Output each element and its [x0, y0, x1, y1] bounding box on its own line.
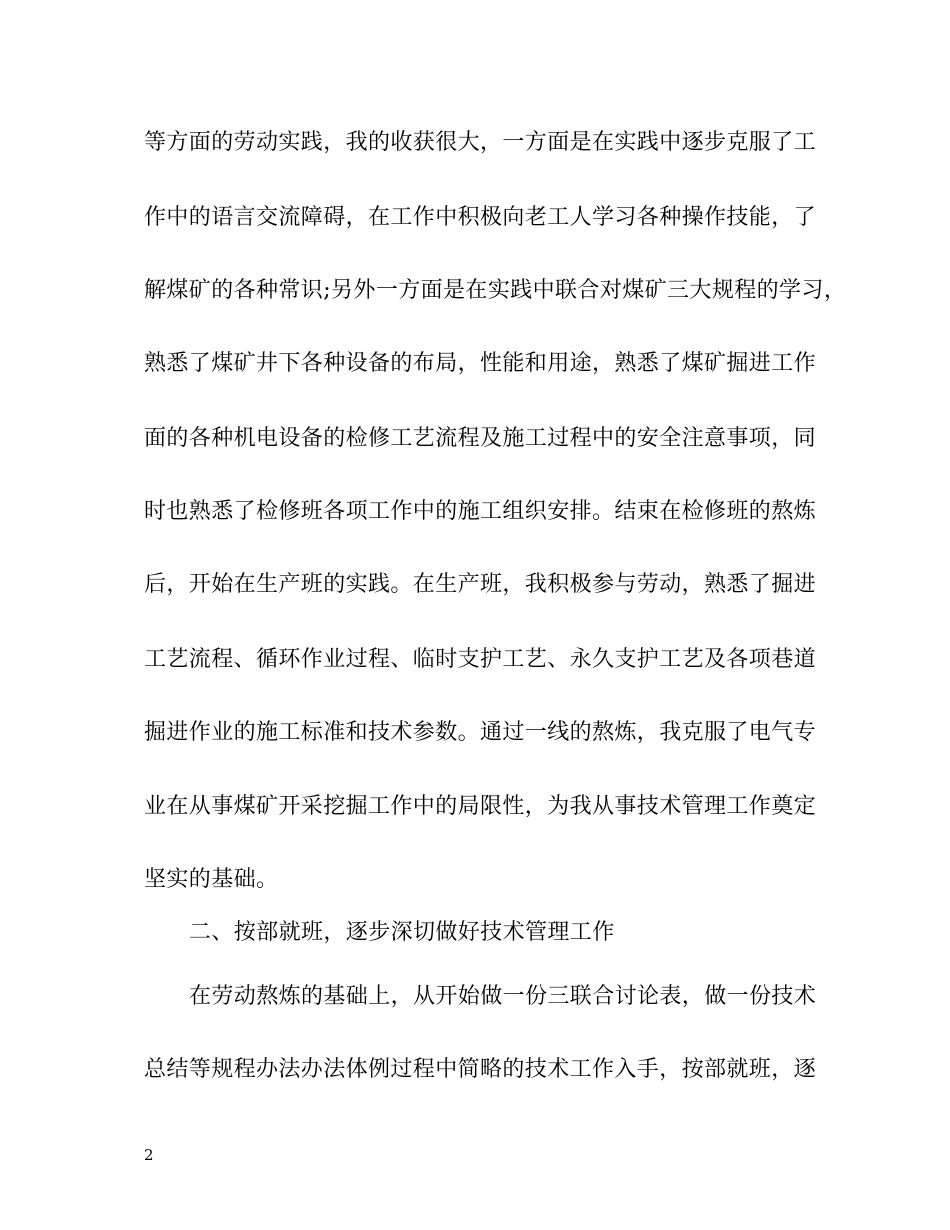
body-text-line: 解煤矿的各种常识;另外一方面是在实践中联合对煤矿三大规程的学习，: [144, 278, 847, 303]
body-text-line: 后，开始在生产班的实践。在生产班，我积极参与劳动，熟悉了掘进: [144, 572, 817, 597]
section-heading: 二、按部就班，逐步深切做好技术管理工作: [189, 920, 615, 945]
body-text-line: 在劳动熬炼的基础上，从开始做一份三联合讨论表，做一份技术: [189, 984, 817, 1009]
body-text-line: 面的各种机电设备的检修工艺流程及施工过程中的安全注意事项，同: [144, 426, 817, 451]
body-text-line: 业在从事煤矿开采挖掘工作中的局限性，为我从事技术管理工作奠定: [144, 794, 817, 819]
body-text-line: 熟悉了煤矿井下各种设备的布局，性能和用途，熟悉了煤矿掘进工作: [144, 351, 817, 376]
body-text-line: 时也熟悉了检修班各项工作中的施工组织安排。结束在检修班的熬炼: [144, 499, 817, 524]
body-text-line: 掘进作业的施工标准和技术参数。通过一线的熬炼，我克服了电气专: [144, 720, 817, 745]
body-text-line: 工艺流程、循环作业过程、临时支护工艺、永久支护工艺及各项巷道: [144, 647, 817, 672]
body-text-line: 总结等规程办法办法体例过程中简略的技术工作入手，按部就班，逐: [144, 1057, 817, 1082]
body-text-line: 等方面的劳动实践，我的收获很大，一方面是在实践中逐步克服了工: [144, 130, 817, 155]
page-number: 2: [144, 1146, 154, 1164]
body-text-line: 作中的语言交流障碍，在工作中积极向老工人学习各种操作技能，了: [144, 205, 817, 230]
body-text-line: 坚实的基础。: [144, 867, 279, 892]
